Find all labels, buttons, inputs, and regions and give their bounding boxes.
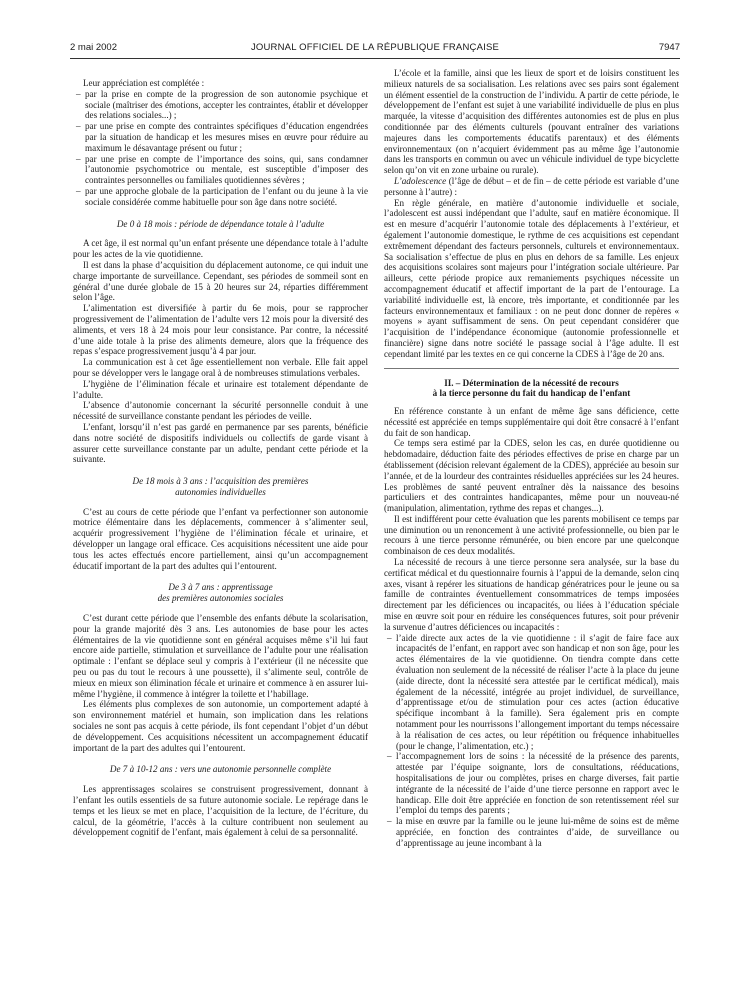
list-item: – par la prise en compte de la progression de son autonomie psychique et sociale (maîtriser des émotions, accepter les contraintes, établir et développer des relations sociales...) ; (73, 89, 368, 121)
paragraph: C’est durant cette période que l’ensemble des enfants débute la scolarisation, pour la grande majorité dès 3 ans. Les autonomies de base pour les actes élémentaires de la vie quotidienne sont en général acquises même s’il lui faut encore aide partielle, stimulation et surveillance de l’adulte pour une réalisation optimale : l’enfant se déplace seul y compris à l’extérieur (il ne nécessite que peu ou pas du tout le recours à une poussette), il s’alimente seul, contrôle de mieux en mieux son élimination fécale et urinaire et commence à en assurer lui-même l’hygiène, il commence à intégrer la toilette et l’habillage. (73, 613, 368, 699)
section-title-line: autonomies individuelles (175, 486, 266, 497)
section-title-line: des premières autonomies sociales (157, 593, 284, 604)
intro-text: Leur appréciation est complétée : (83, 78, 205, 88)
paragraph: A cet âge, il est normal qu’un enfant présente une dépendance totale à l’adulte pour les actes de la vie quotidienne. (73, 238, 368, 260)
left-column (73, 78, 368, 838)
paragraph: Il est dans la phase d’acquisition du déplacement autonome, ce qui induit une charge importante de surveillance. Cependant, ses périodes de sommeil sont en général d’une durée globale de 15 à 20 heures sur 24, réparties différemment selon l’âge. (73, 259, 368, 303)
paragraph: En référence constante à un enfant de même âge sans déficience, cette nécessité est appréciée en temps supplémentaire qui doit être consacré à l’enfant du fait de son handicap. (384, 405, 679, 438)
paragraph: Les apprentissages scolaires se construisent progressivement, donnant à l’enfant les outils essentiels de sa future autonomie sociale. Le repérage dans le temps et les lieux se met en place, l’acquisition de la lecture, de l’écriture, du calcul, de la géométrie, l’accès à la culture contribuent non seulement au développement cognitif de l’enfant, mais également à celui de sa personnalité. (73, 784, 368, 838)
paragraph: La communication est à cet âge essentiellement non verbale. Elle fait appel pour se développer vers le langage oral à de nombreuses stimulations verbales. (73, 357, 368, 378)
list-item: – la mise en œuvre par la famille ou le jeune lui-même de soins est de même appréciée, en fonction des contraintes d’aide, de surveillance ou d’apprentissage au jeune incombant à la (384, 816, 679, 848)
paragraph: Les éléments plus complexes de son autonomie, un comportement adapté à son environnement matériel et humain, son implication dans les relations sociales ne sont pas acquis à cette période, ils font cependant l’objet d’un début de développement. Ces acquisitions nécessitent un accompagnement éducatif important de la part des adultes qui l’entourent. (73, 699, 368, 753)
list-item: – par une prise en compte de l’importance des soins, qui, sans condamner l’autonomie psychomotrice ou mentale, est susceptible d’imposer des contraintes personnelles ou familiales quotidiennes sévères ; (73, 154, 368, 186)
section-heading-line: II. – Détermination de la nécessité de recours (444, 377, 619, 388)
adolescence-intro (384, 176, 679, 198)
paragraph: La nécessité de recours à une tierce personne sera analysée, sur la base du certificat médical et du questionnaire fournis à l’appui de la demande, selon cinq axes, visant à repérer les situations de handicap génératrices pour le jeune ou sa famille de contraintes éventuellement consommatrices de temps imposées directement par les déficiences ou incapacités, ou liées à l’éducation spéciale mise en œuvre soit pour en réduire les conséquences futures, soit pour prévenir la survenue d’autres déficiences ou incapacités : (384, 557, 679, 632)
section-title-line: De 18 mois à 3 ans : l’acquisition des premières (132, 476, 309, 487)
right-column (384, 68, 679, 849)
list-item: – par une prise en compte des contraintes spécifiques d’éducation engendrées par la situation de handicap et les mesures mises en œuvre pour réduire au maximum le désavantage présent ou futur ; (73, 121, 368, 153)
paragraph: Ce temps sera estimé par la CDES, selon les cas, en durée quotidienne ou hebdomadaire, déduction faite des périodes effectives de prise en charge par un établissement (décision relevant également de la CDES), appréciée au besoin sur l’année, et de la lourdeur des contraintes résiduelles appréciées sur les 24 heures. Les problèmes de santé peuvent entraîner dès la naissance des besoins particuliers et des contraintes handicapantes, même pour un nouveau-né (manipulation, alimentation, rythme des repas et changes...). (384, 438, 679, 514)
section-title (73, 582, 368, 604)
paragraph: L’alimentation est diversifiée à partir du 6e mois, pour se rapprocher progressivement de l’alimentation de l’adulte vers 12 mois pour la diversité des aliments, et vers 18 à 24 mois pour leur consistance. Par contre, la nécessité d’une aide totale à la prise des aliments demeure, alors que la fréquence des repas s’espace progressivement jusqu’à 4 par jour. (73, 303, 368, 357)
paragraph: L’école et la famille, ainsi que les lieux de sport et de loisirs constituent les milieux naturels de sa socialisation. Les relations avec ses pairs sont également un élément essentiel de la construction de l’individu. A partir de cette période, le développement de l’enfant est sujet à une variabilité individuelle de plus en plus marquée, la vitesse d’acquisition des différentes autonomies est de plus en plus conditionnée par des éléments culturels (pouvant entraîner des variations majeures dans les comportements éducatifs parentaux) et des éléments environnementaux (on n’acquiert évidemment pas au même âge l’autonomie dans les transports en commun ou avec un véhicule individuel de type bicyclette selon qu’on vit en zone urbaine ou rurale). (384, 68, 679, 176)
section-title-line: De 3 à 7 ans : apprentissage (168, 582, 273, 593)
section-title (73, 476, 368, 498)
header-rule (70, 58, 680, 59)
adolescence-text: (l’âge de début – et de fin – de cette période est variable d’une personne à l’autre) : (384, 175, 679, 197)
adolescence-label: L’adolescence (394, 175, 447, 186)
list-item: – l’accompagnement lors de soins : la nécessité de la présence des parents, attestée par l’équipe soignante, lors de consultations, rééducations, hospitalisations de jour ou complètes, prises en charge diverses, fait partie intégrante de la nécessité de l’aide d’une tierce personne en rapport avec le handicap. Elle doit être appréciée en fonction de son retentissement réel sur l’emploi du temps des parents ; (384, 751, 679, 816)
paragraph: C’est au cours de cette période que l’enfant va perfectionner son autonomie motrice élémentaire dans les déplacements, commencer à s’alimenter seul, acquérir progressivement l’hygiène de l’élimination fécale et urinaire, et développer un langage oral efficace. Ces acquisitions nécessitent une aide pour tous les actes effectués encore partiellement, ainsi qu’un accompagnement éducatif important de la part des adultes qui l’entourent. (73, 506, 368, 571)
header-date: 2 mai 2002 (70, 42, 118, 53)
paragraph: En règle générale, en matière d’autonomie individuelle et sociale, l’adolescent est aussi indépendant que l’adulte, sauf en matière économique. Il est en mesure d’acquérir l’autonomie totale des déplacements à l’extérieur, et également l’autonomie domestique, le rythme de ces acquisitions est cependant extrêmement dépendant des facteurs personnels, culturels et environnementaux. Sa socialisation s’effectue de plus en plus en dehors de sa famille. Les enjeux des acquisitions scolaires sont majeurs pour l’intégration sociale ultérieure. Par ailleurs, cette période propice aux remaniements psychiques nécessite un accompagnement éducatif et affectif important de la part de l’entourage. La variabilité individuelle est, là encore, très importante, et conditionnée par les facteurs environnementaux et familiaux : on ne peut donc donner de repères « moyens » ayant suffisamment de sens. On peut cependant considérer que l’acquisition de l’indépendance économique (autonomie professionnelle et financière) signe dans notre société le passage social à l’âge adulte. Il est cependant limité par les textes en ce qui concerne la CDES à l’âge de 20 ans. (384, 197, 679, 359)
section-title: De 0 à 18 mois : période de dépendance totale à l’adulte (116, 218, 325, 229)
page-header (70, 42, 680, 56)
list-item: – l’aide directe aux actes de la vie quotidienne : il s’agit de faire face aux incapacités de l’enfant, en rapport avec son handicap et non son âge, pour les actes élémentaires de la vie quotidienne. On tiendra compte dans cette évaluation non seulement de la nécessité de réaliser l’acte à la place du jeune (aide directe, dont la nécessité sera attestée par le certificat médical), mais également de la nécessité, intégrée au projet individuel, de surveillance, d’apprentissage et/ou de stimulation pour ces actes (action éducative spécifique incombant à la famille). Sera également pris en compte notamment pour les nourrissons l’allongement important du temps nécessaire à la réalisation de ces actes, ou leur répétition ou fréquence inhabituelles (pour le change, l’alimentation, etc.) ; (384, 633, 679, 752)
section-heading-line: à la tierce personne du fait du handicap de l’enfant (432, 387, 631, 398)
list-item: – par une approche globale de la participation de l’enfant ou du jeune à la vie sociale considérée comme habituelle pour son âge dans notre société. (73, 186, 368, 208)
paragraph: L’absence d’autonomie concernant la sécurité personnelle conduit à une nécessité de surveillance constante pendant les périodes de veille. (73, 400, 368, 422)
header-title: JOURNAL OFFICIEL DE LA RÉPUBLIQUE FRANÇAISE (250, 42, 500, 53)
criteria-list (73, 89, 368, 208)
paragraph: L’hygiène de l’élimination fécale et urinaire est totalement dépendante de l’adulte. (73, 378, 368, 400)
section-title: De 7 à 10-12 ans : vers une autonomie personnelle complète (109, 764, 332, 775)
paragraph: Il est indifférent pour cette évaluation que les parents mobilisent ce temps par une diminution ou un renoncement à une activité professionnelle, ou bien par le recours à une tierce personne rémunérée, ou bien encore par une quelconque combinaison de ces deux modalités. (384, 513, 679, 557)
section-divider (384, 368, 679, 369)
axes-list (384, 633, 679, 849)
header-page-number: 7947 (658, 42, 680, 53)
section-heading (384, 378, 679, 398)
paragraph: L’enfant, lorsqu’il n’est pas gardé en permanence par ses parents, bénéficie dans notre société de dispositifs individuels ou collectifs de garde visant à assurer cette surveillance constante par un adulte, pendant cette période et la suivante. (73, 421, 368, 465)
